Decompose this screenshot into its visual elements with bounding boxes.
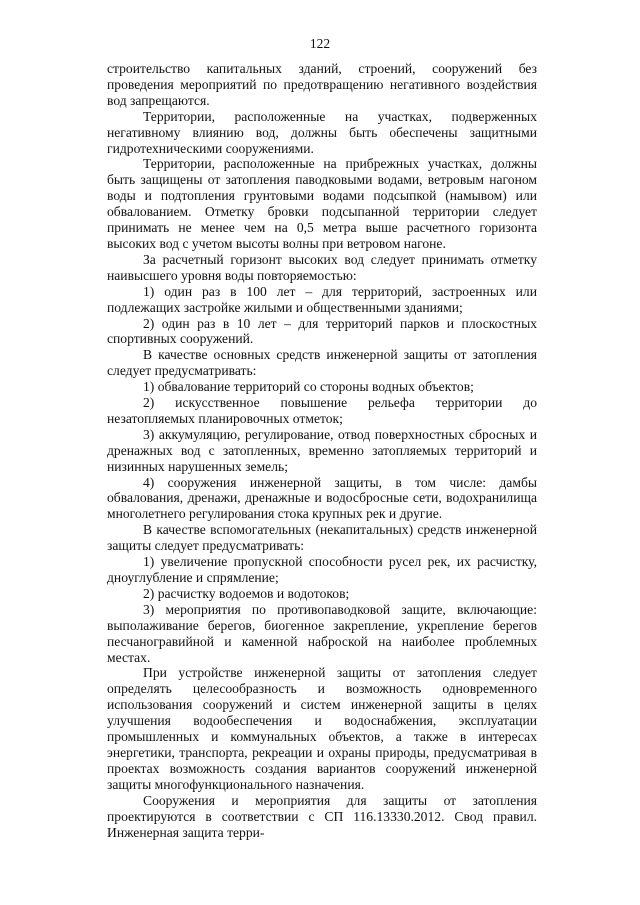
paragraph: За расчетный горизонт высоких вод следует принимать отметку наивысшего уровня воды повторяемостью: <box>107 251 537 283</box>
paragraph: В качестве основных средств инженерной защиты от затопления следует предусматривать: <box>107 347 537 379</box>
list-item: 1) увеличение пропускной способности русел рек, их расчистку, дноуглубление и спрямление; <box>107 554 537 585</box>
paragraph: В качестве вспомогательных (некапитальных) средств инженерной защиты следует предусматривать: <box>107 522 537 554</box>
paragraph: При устройстве инженерной защиты от затопления следует определять целесообразность и возможность одновременного использования сооружений и систем инженерной защиты в целях улучшения водообеспечения и водоснабжения, эксплуатации промышленных и коммунальных объектов, а также в интересах энергетики, транспорта, рекреации и охраны природы, предусматривая в проектах возможность создания вариантов сооружений инженерной защиты многофункционального назначения. <box>107 665 537 792</box>
list-item: 2) расчистку водоемов и водотоков; <box>143 585 350 601</box>
list-item: 1) один раз в 100 лет – для территорий, застроенных или подлежащих застройке жилыми и общественными зданиями; <box>107 283 537 315</box>
paragraph: Сооружения и мероприятия для защиты от затопления проектируются в соответствии с СП 116.13330.2012. Свод правил. Инженерная защита терри- <box>107 792 537 840</box>
list-item: 3) мероприятия по противопаводковой защите, включающие: выполаживание берегов, биогенное закрепление, укрепление берегов песчаногравийной и каменной наброской на наиболее проблемных местах. <box>107 601 537 665</box>
list-item: 2) один раз в 10 лет – для территорий парков и плоскостных спортивных сооружений. <box>107 315 537 347</box>
list-item: 4) сооружения инженерной защиты, в том числе: дамбы обвалования, дренажи, дренажные и водосбросные сети, водохранилища многолетнего регулирования стока крупных рек и другие. <box>107 474 537 522</box>
document-body <box>107 61 537 840</box>
list-item: 2) искусственное повышение рельефа территории до незатопляемых планировочных отметок; <box>107 395 537 426</box>
paragraph: Территории, расположенные на участках, подверженных негативному влиянию вод, должны быть обеспечены защитными гидротехническими сооружениями. <box>107 108 537 156</box>
page-number: 122 <box>309 36 331 51</box>
list-item: 3) аккумуляцию, регулирование, отвод поверхностных сбросных и дренажных вод с затопленных, временно затопляемых территорий и низинных нарушенных земель; <box>107 426 537 474</box>
paragraph: Территории, расположенные на прибрежных участках, должны быть защищены от затопления паводковыми водами, ветровым нагоном воды и подтопления грунтовыми водами подсыпкой (намывом) или обвалованием. Отметку бровки подсыпанной территории следует принимать не менее чем на 0,5 метра выше расчетного горизонта высоких вод с учетом высоты волны при ветровом нагоне. <box>107 156 537 251</box>
list-item: 1) обвалование территорий со стороны водных объектов; <box>143 379 474 395</box>
paragraph: строительство капитальных зданий, строений, сооружений без проведения мероприятий по предотвращению негативного воздействия вод запрещаются. <box>107 61 537 108</box>
